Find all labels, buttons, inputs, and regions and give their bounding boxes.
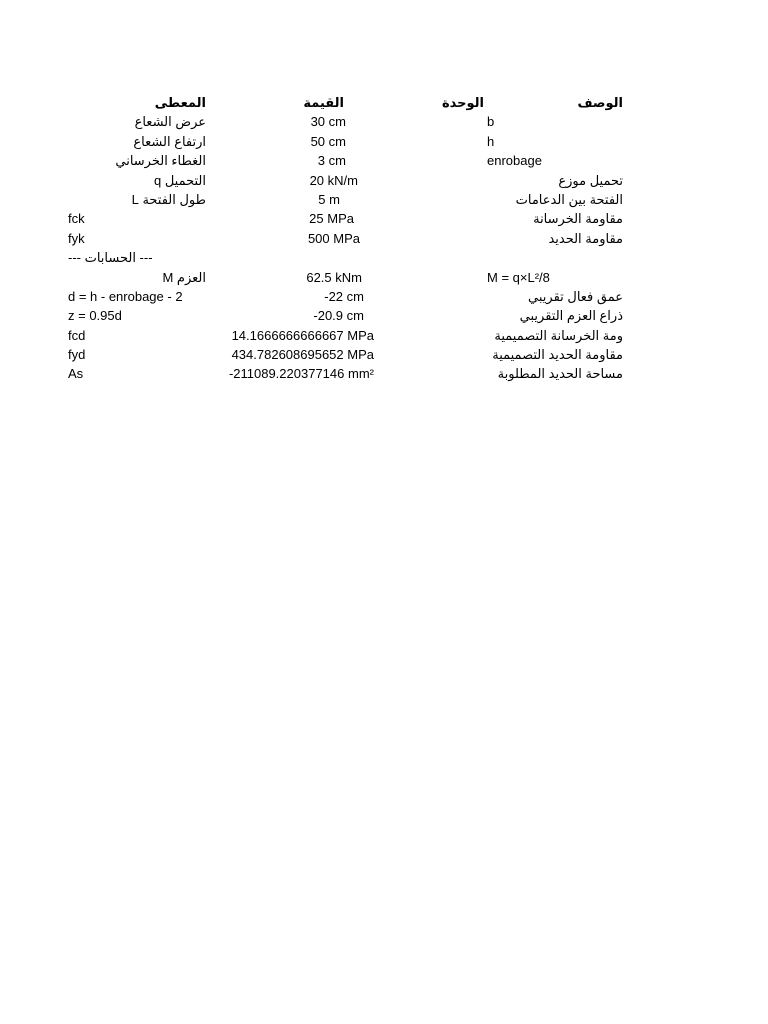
value-number: 3: [317, 153, 326, 169]
table-row: [0, 364, 768, 383]
table-row: [0, 326, 768, 345]
header-description[interactable]: الوصف: [577, 95, 623, 110]
value-unit: cm: [346, 308, 364, 324]
value-unit: m: [329, 191, 340, 207]
spreadsheet-sheet: [0, 93, 768, 384]
description-cell[interactable]: مقاومة الحديد: [548, 230, 623, 246]
value-unit: cm: [328, 153, 346, 169]
value-number: 62.5: [306, 269, 332, 285]
value-number: -20.9: [313, 308, 344, 324]
value-unit: mm²: [348, 366, 374, 382]
value-cell[interactable]: [206, 287, 364, 306]
value-cell[interactable]: [206, 209, 354, 228]
table-row: [0, 248, 768, 267]
given-cell[interactable]: fyd: [68, 347, 86, 363]
value-unit: kN/m: [327, 172, 358, 188]
value-unit: MPa: [333, 230, 360, 246]
value-number: 5: [318, 191, 326, 207]
symbol-cell[interactable]: enrobage: [487, 153, 542, 169]
given-cell[interactable]: fck: [68, 211, 85, 227]
value-number: 25: [309, 211, 324, 227]
table-row: [0, 209, 768, 228]
value-number: -22: [324, 288, 344, 304]
value-number: -211089.220377146: [228, 366, 345, 382]
value-cell[interactable]: [206, 112, 346, 131]
value-number: 50: [310, 133, 326, 149]
header-value[interactable]: القيمة: [303, 95, 344, 110]
description-cell[interactable]: مقاومة الخرسانة: [533, 211, 623, 227]
table-row: [0, 306, 768, 325]
description-cell[interactable]: ومة الخرسانة التصميمية: [494, 327, 623, 343]
value-unit: MPa: [347, 327, 374, 343]
table-row: [0, 287, 768, 306]
description-cell[interactable]: ذراع العزم التقريبي: [519, 308, 623, 324]
table-row: [0, 112, 768, 131]
value-number: 500: [307, 230, 330, 246]
given-cell[interactable]: As: [68, 366, 84, 382]
value-cell[interactable]: [206, 268, 362, 287]
value-cell[interactable]: [206, 229, 360, 248]
header-row: [0, 93, 768, 112]
table-row: [0, 190, 768, 209]
table-row: [0, 151, 768, 170]
value-unit: cm: [346, 288, 364, 304]
value-cell[interactable]: [206, 190, 340, 209]
description-cell[interactable]: عمق فعال تقريبي: [528, 288, 623, 304]
given-cell[interactable]: التحميل q: [153, 172, 206, 188]
description-cell[interactable]: مساحة الحديد المطلوبة: [497, 366, 623, 382]
symbol-cell[interactable]: h: [487, 133, 495, 149]
table-row: [0, 345, 768, 364]
description-cell[interactable]: تحميل موزع: [558, 172, 623, 188]
given-cell[interactable]: d = h - enrobage - 2: [68, 288, 183, 304]
value-cell[interactable]: [206, 171, 358, 190]
value-cell[interactable]: [206, 345, 374, 364]
description-cell[interactable]: مقاومة الحديد التصميمية: [492, 347, 623, 363]
given-cell[interactable]: fyk: [68, 230, 85, 246]
given-cell[interactable]: z = 0.95d: [68, 308, 122, 324]
value-unit: MPa: [327, 211, 354, 227]
given-cell[interactable]: طول الفتحة L: [131, 191, 206, 207]
value-cell[interactable]: [206, 306, 364, 325]
given-cell[interactable]: fcd: [68, 327, 86, 343]
value-number: 434.782608695652: [231, 347, 344, 363]
value-cell[interactable]: [206, 151, 346, 170]
given-cell[interactable]: عرض الشعاع: [134, 114, 206, 130]
symbol-cell[interactable]: b: [487, 114, 495, 130]
section-heading-calculations[interactable]: --- الحسابات ---: [68, 250, 153, 266]
value-unit: cm: [328, 114, 346, 130]
given-cell[interactable]: ارتفاع الشعاع: [133, 133, 206, 149]
table-row: [0, 268, 768, 287]
value-cell[interactable]: [206, 132, 346, 151]
table-row: [0, 171, 768, 190]
table-row: [0, 229, 768, 248]
value-number: 20: [309, 172, 325, 188]
given-cell[interactable]: الغطاء الخرساني: [115, 153, 206, 169]
given-cell[interactable]: العزم M: [162, 269, 206, 285]
value-number: 30: [310, 114, 326, 130]
value-unit: cm: [328, 133, 346, 149]
value-cell[interactable]: [206, 364, 374, 383]
header-given[interactable]: المعطى: [154, 95, 206, 110]
value-unit: kNm: [335, 269, 362, 285]
value-unit: MPa: [347, 347, 374, 363]
symbol-cell[interactable]: M = q×L²/8: [487, 269, 550, 285]
table-row: [0, 132, 768, 151]
value-cell[interactable]: [206, 326, 374, 345]
value-number: 14.1666666666667: [231, 327, 344, 343]
header-unit[interactable]: الوحدة: [441, 95, 484, 110]
description-cell[interactable]: الفتحة بين الدعامات: [515, 191, 623, 207]
